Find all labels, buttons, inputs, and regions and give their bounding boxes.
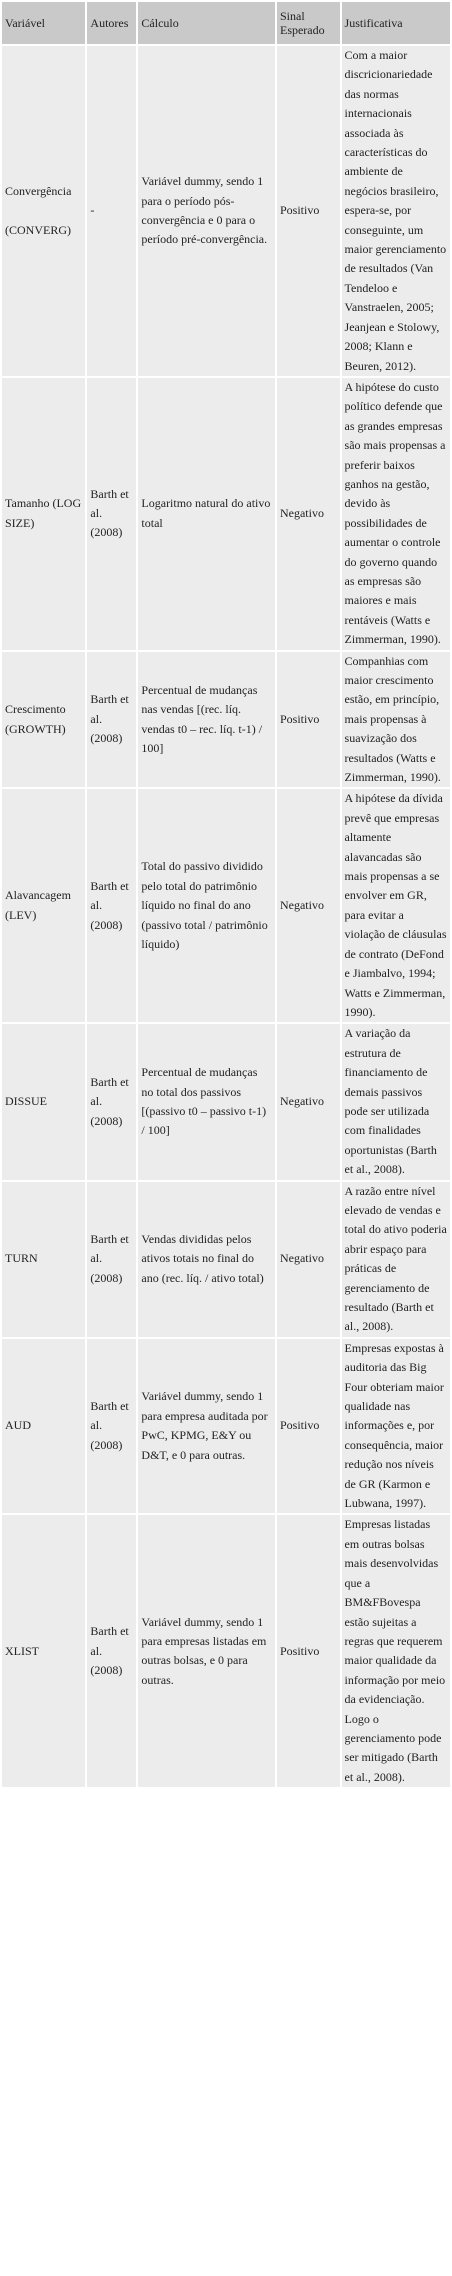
cell-autores: Barth et al. (2008) [87,789,136,1022]
table-row [2,789,450,1022]
cell-calculo: Variável dummy, sendo 1 para empresas listadas em outras bolsas, e 0 para outras. [138,1515,275,1787]
cell-calculo: Variável dummy, sendo 1 para empresa auditada por PwC, KPMG, E&Y ou D&T, e 0 para outras. [138,1339,275,1514]
cell-autores: - [87,46,136,376]
cell-calculo: Vendas divididas pelos ativos totais no final do ano (rec. líq. / ativo total) [138,1182,275,1337]
cell-sinal: Negativo [277,1024,340,1179]
cell-variavel: TURN [2,1182,85,1337]
cell-autores: Barth et al. (2008) [87,1515,136,1787]
cell-sinal: Negativo [277,1182,340,1337]
cell-calculo: Variável dummy, sendo 1 para o período pós-convergência e 0 para o período pré-convergência. [138,46,275,376]
header-justificativa: Justificativa [342,2,450,44]
header-sinal-esperado: Sinal Esperado [277,2,340,44]
cell-sinal: Positivo [277,46,340,376]
cell-sinal: Positivo [277,652,340,788]
cell-sinal: Positivo [277,1515,340,1787]
cell-variavel: Crescimento (GROWTH) [2,652,85,788]
table-row [2,1515,450,1787]
table-row [2,652,450,788]
cell-variavel: XLIST [2,1515,85,1787]
cell-justificativa: Companhias com maior crescimento estão, em princípio, mais propensas à suavização dos resultados (Watts e Zimmerman, 1990). [342,652,450,788]
cell-variavel: AUD [2,1339,85,1514]
cell-calculo: Total do passivo dividido pelo total do patrimônio líquido no final do ano (passivo total / patrimônio líquido) [138,789,275,1022]
cell-autores: Barth et al. (2008) [87,1182,136,1337]
cell-variavel: Tamanho (LOG SIZE) [2,378,85,650]
cell-sinal: Negativo [277,789,340,1022]
table-row [2,1339,450,1514]
cell-calculo: Percentual de mudanças no total dos passivos [(passivo t0 – passivo t-1) / 100] [138,1024,275,1179]
cell-justificativa: A hipótese do custo político defende que as grandes empresas são mais propensas a preferir baixos ganhos na gestão, devido às possibilidades de aumentar o controle do governo quando as empresas são maiores e mais rentáveis (Watts e Zimmerman, 1990). [342,378,450,650]
cell-autores: Barth et al. (2008) [87,1024,136,1179]
cell-justificativa: A razão entre nível elevado de vendas e total do ativo poderia abrir espaço para práticas de gerenciamento de resultado (Barth et al., 2008). [342,1182,450,1337]
cell-autores: Barth et al. (2008) [87,652,136,788]
header-calculo: Cálculo [138,2,275,44]
cell-autores: Barth et al. (2008) [87,378,136,650]
table-row [2,1024,450,1179]
header-row [2,2,450,44]
cell-sinal: Positivo [277,1339,340,1514]
table-row [2,378,450,650]
cell-justificativa: A variação da estrutura de financiamento de demais passivos pode ser utilizada com finalidades oportunistas (Barth et al., 2008). [342,1024,450,1179]
cell-justificativa: A hipótese da dívida prevê que empresas altamente alavancadas são mais propensas a se envolver em GR, para evitar a violação de cláusulas de contrato (DeFond e Jiambalvo, 1994; Watts e Zimmerman, 1990). [342,789,450,1022]
table-row [2,1182,450,1337]
header-variavel: Variável [2,2,85,44]
header-autores: Autores [87,2,136,44]
cell-autores: Barth et al. (2008) [87,1339,136,1514]
cell-sinal: Negativo [277,378,340,650]
cell-variavel: DISSUE [2,1024,85,1179]
cell-justificativa: Empresas expostas à auditoria das Big Four obteriam maior qualidade nas informações e, por consequência, maior redução nos níveis de GR (Karmon e Lubwana, 1997). [342,1339,450,1514]
cell-variavel: Convergência (CONVERG) [2,46,85,376]
cell-justificativa: Empresas listadas em outras bolsas mais desenvolvidas que a BM&FBovespa estão sujeitas a regras que requerem maior qualidade da informação por meio da evidenciação. Logo o gerenciamento pode ser mitigado (Barth et al., 2008). [342,1515,450,1787]
cell-calculo: Logaritmo natural do ativo total [138,378,275,650]
cell-calculo: Percentual de mudanças nas vendas [(rec. líq. vendas t0 – rec. líq. t-1) / 100] [138,652,275,788]
table-row [2,46,450,376]
cell-variavel: Alavancagem (LEV) [2,789,85,1022]
cell-justificativa: Com a maior discricionariedade das normas internacionais associada às características do ambiente de negócios brasileiro, espera-se, por conseguinte, um maior gerenciamento de resultados (Van Tendeloo e Vanstraelen, 2005; Jeanjean e Stolowy, 2008; Klann e Beuren, 2012). [342,46,450,376]
